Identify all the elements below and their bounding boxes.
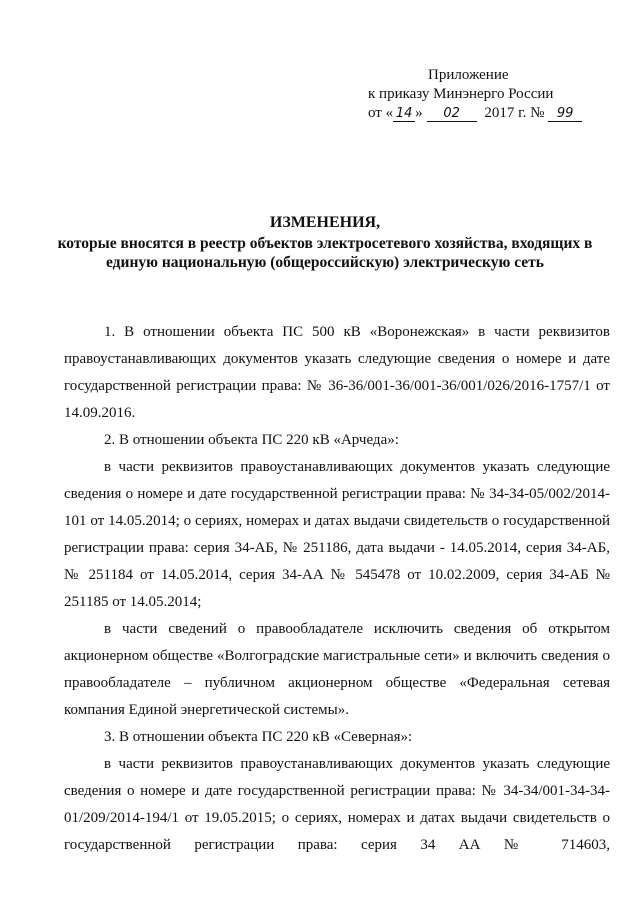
handwritten-day: 14 xyxy=(393,106,415,122)
paragraph-item-3-heading: 3. В отношении объекта ПС 220 кВ «Северная»: xyxy=(104,729,413,745)
paragraph-item-2-heading: 2. В отношении объекта ПС 220 кВ «Арчеда»: xyxy=(104,432,399,448)
title-heading: ИЗМЕНЕНИЯ, xyxy=(269,214,381,231)
paragraph-item-1: 1. В отношении объекта ПС 500 кВ «Воронежская» в части реквизитов правоустанавливающих документов указать следующие сведения о номере и дате государственной регистрации права: № 36-36/001-36/001-36/001/026/2016-1757/1 от 14.09.2016. xyxy=(64,324,610,421)
appendix-label: Приложение xyxy=(428,67,509,83)
date-prefix: от « xyxy=(368,105,394,121)
document-title xyxy=(40,213,610,272)
appendix-order-reference: к приказу Минэнерго России xyxy=(368,86,554,102)
title-line-2: единую национальную (общероссийскую) электрическую сеть xyxy=(106,254,544,271)
date-mid: » xyxy=(415,105,423,121)
paragraph-item-2-details: в части реквизитов правоустанавливающих документов указать следующие сведения о номере и дате государственной регистрации права: № 34-34-05/002/2014-101 от 14.05.2014; о сериях, номерах и датах выдачи свидетельств о государственной регистрации права: серия 34-АБ, № 251186, дата выдачи - 14.05.2014, серия 34-АБ, № 251184 от 14.05.2014, серия 34-АА № 545478 от 10.02.2009, серия 34-АБ № 251185 от 14.05.2014; xyxy=(64,459,610,610)
appendix-block xyxy=(368,66,598,123)
handwritten-month: 02 xyxy=(427,106,477,122)
document-body xyxy=(64,319,610,859)
handwritten-order-number: 99 xyxy=(548,106,582,122)
year-text: 2017 г. № xyxy=(484,105,545,121)
paragraph-item-2-owner: в части сведений о правообладателе исключить сведения об открытом акционерном обществе «Волгоградские магистральные сети» и включить сведения о правообладателе – публичном акционерном обществе «Федеральная сетевая компания Единой энергетической системы». xyxy=(64,621,610,718)
appendix-date-line xyxy=(368,104,598,123)
title-line-1: которые вносятся в реестр объектов электросетевого хозяйства, входящих в xyxy=(57,235,593,252)
paragraph-item-3-details: в части реквизитов правоустанавливающих документов указать следующие сведения о номере и дате государственной регистрации права: № 34-34/001-34-34-01/209/2014-194/1 от 19.05.2015; о сериях, номерах и датах выдачи свидетельств о государственной регистрации права: серия 34 АА № 714603, xyxy=(64,756,610,853)
